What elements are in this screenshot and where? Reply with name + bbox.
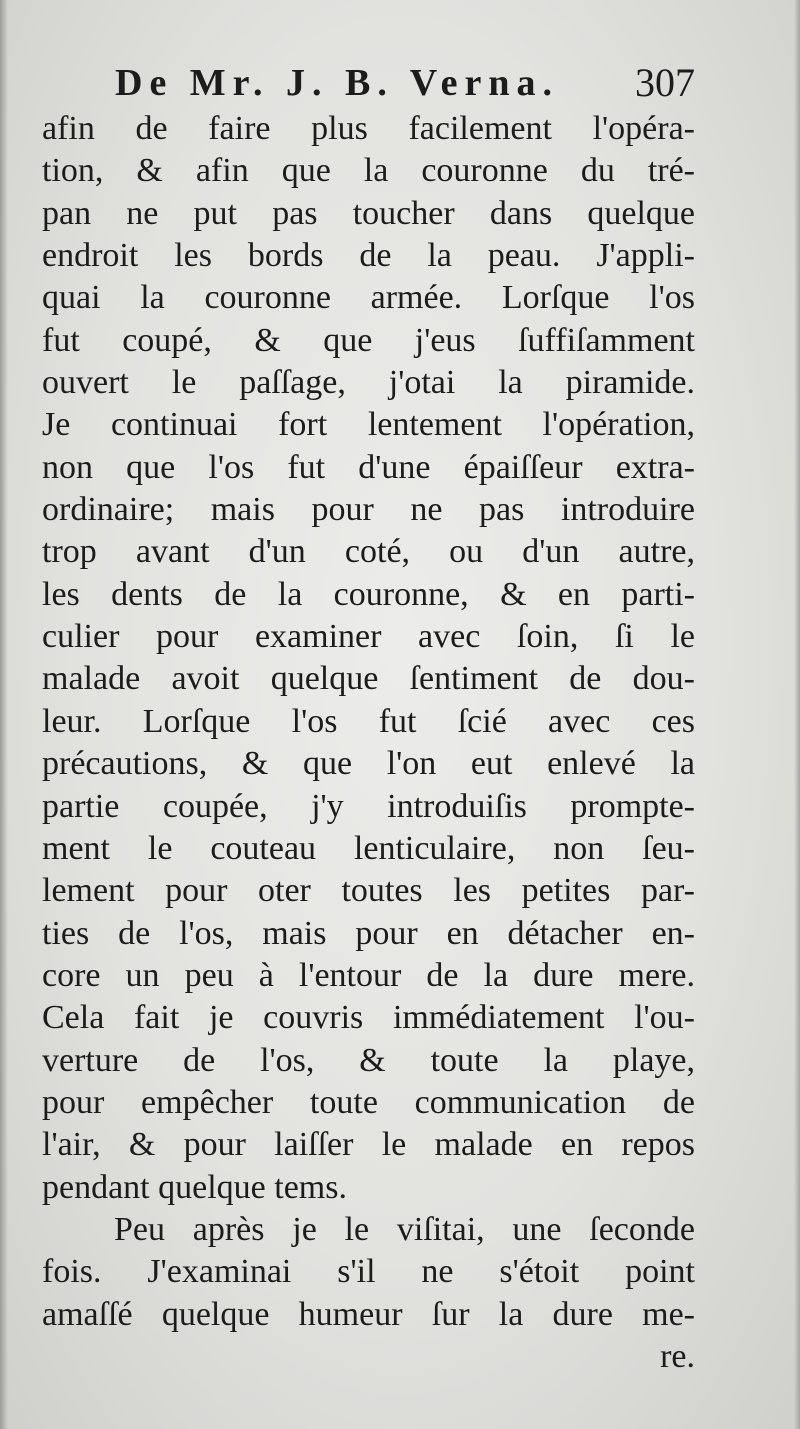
text-line: Je continuai fort lentement l'opération, <box>42 406 695 444</box>
text-line: leur. Lorſque l'os fut ſcié avec ces <box>42 702 695 740</box>
text-line: pour empêcher toute communication de <box>42 1083 695 1121</box>
text-line: amaſſé quelque humeur ſur la dure me- <box>42 1295 695 1333</box>
catchword: re. <box>660 1337 695 1375</box>
text-line: Cela fait je couvris immédiatement l'ou- <box>42 999 695 1037</box>
text-line: endroit les bords de la peau. J'appli- <box>42 237 695 275</box>
text-line: tion, & afin que la couronne du tré- <box>42 152 695 190</box>
text-line: ouvert le paſſage, j'otai la piramide. <box>42 364 695 402</box>
text-line: verture de l'os, & toute la playe, <box>42 1041 695 1079</box>
text-line: précautions, & que l'on eut enlevé la <box>42 745 695 783</box>
paragraph-end-line: pendant quelque tems. <box>42 1168 347 1206</box>
text-line: l'air, & pour laiſſer le malade en repos <box>42 1126 695 1164</box>
text-line: partie coupée, j'y introduiſis prompte- <box>42 787 695 825</box>
text-line: culier pour examiner avec ſoin, ſi le <box>42 618 695 656</box>
text-line: fois. J'examinai s'il ne s'étoit point <box>42 1253 695 1291</box>
text-line: quai la couronne armée. Lorſque l'os <box>42 279 695 317</box>
page-header <box>115 58 695 108</box>
text-line: ordinaire; mais pour ne pas introduire <box>42 491 695 529</box>
text-line: non que l'os fut d'une épaiſſeur extra- <box>42 448 695 486</box>
text-line: malade avoit quelque ſentiment de dou- <box>42 660 695 698</box>
text-line: ment le couteau lenticulaire, non ſeu- <box>42 829 695 867</box>
body-text <box>42 108 695 1378</box>
text-line: afin de faire plus facilement l'opéra- <box>42 110 695 147</box>
text-line: trop avant d'un coté, ou d'un autre, <box>42 533 695 571</box>
paragraph-start-line: Peu après je le viſitai, une ſeconde <box>114 1210 695 1248</box>
text-line: lement pour oter toutes les petites par- <box>42 872 695 910</box>
running-head: De Mr. J. B. Verna. <box>115 62 560 104</box>
page-edge-right <box>794 0 800 1429</box>
page-edge-left <box>0 0 8 1429</box>
text-line: fut coupé, & que j'eus ſuffiſamment <box>42 321 695 359</box>
text-line: core un peu à l'entour de la dure mere. <box>42 956 695 994</box>
text-line: ties de l'os, mais pour en détacher en- <box>42 914 695 952</box>
text-line: pan ne put pas toucher dans quelque <box>42 194 695 232</box>
text-line: les dents de la couronne, & en parti- <box>42 575 695 613</box>
page-number: 307 <box>635 60 695 105</box>
